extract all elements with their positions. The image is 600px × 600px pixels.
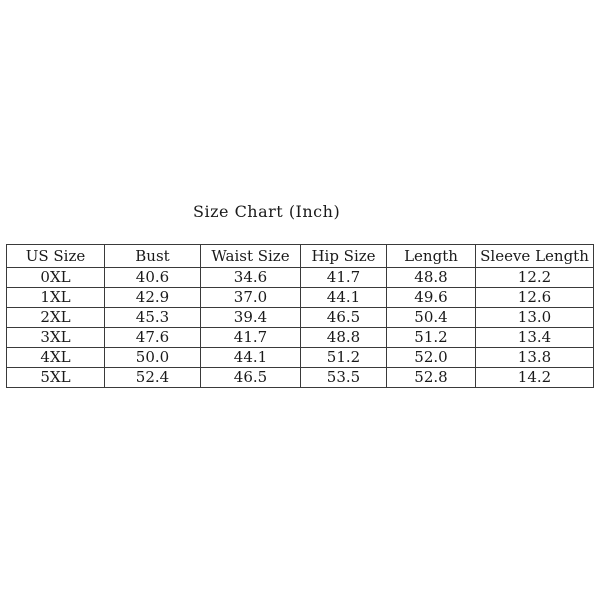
cell-length: 50.4 xyxy=(387,308,476,328)
cell-bust: 45.3 xyxy=(105,308,201,328)
cell-us-size: 5XL xyxy=(7,368,105,388)
cell-hip-size: 48.8 xyxy=(301,328,387,348)
cell-length: 49.6 xyxy=(387,288,476,308)
cell-bust: 42.9 xyxy=(105,288,201,308)
table-row xyxy=(7,348,594,368)
cell-waist-size: 37.0 xyxy=(201,288,301,308)
cell-length: 52.0 xyxy=(387,348,476,368)
cell-hip-size: 41.7 xyxy=(301,268,387,288)
cell-us-size: 4XL xyxy=(7,348,105,368)
header-sleeve-length: Sleeve Length xyxy=(476,245,594,268)
cell-waist-size: 41.7 xyxy=(201,328,301,348)
header-us-size: US Size xyxy=(7,245,105,268)
cell-us-size: 3XL xyxy=(7,328,105,348)
header-length: Length xyxy=(387,245,476,268)
cell-us-size: 1XL xyxy=(7,288,105,308)
cell-hip-size: 44.1 xyxy=(301,288,387,308)
cell-waist-size: 44.1 xyxy=(201,348,301,368)
cell-us-size: 0XL xyxy=(7,268,105,288)
cell-bust: 52.4 xyxy=(105,368,201,388)
cell-bust: 40.6 xyxy=(105,268,201,288)
size-chart-title: Size Chart (Inch) xyxy=(193,202,341,221)
cell-sleeve-length: 12.6 xyxy=(476,288,594,308)
header-hip-size: Hip Size xyxy=(301,245,387,268)
table-header-row xyxy=(7,245,594,268)
table-row xyxy=(7,308,594,328)
cell-sleeve-length: 13.4 xyxy=(476,328,594,348)
cell-waist-size: 46.5 xyxy=(201,368,301,388)
cell-hip-size: 53.5 xyxy=(301,368,387,388)
table-row xyxy=(7,288,594,308)
cell-hip-size: 46.5 xyxy=(301,308,387,328)
cell-bust: 47.6 xyxy=(105,328,201,348)
cell-hip-size: 51.2 xyxy=(301,348,387,368)
table-row xyxy=(7,268,594,288)
header-waist-size: Waist Size xyxy=(201,245,301,268)
cell-waist-size: 34.6 xyxy=(201,268,301,288)
table-row xyxy=(7,328,594,348)
cell-us-size: 2XL xyxy=(7,308,105,328)
size-chart-table xyxy=(6,244,594,388)
cell-length: 51.2 xyxy=(387,328,476,348)
cell-sleeve-length: 12.2 xyxy=(476,268,594,288)
cell-waist-size: 39.4 xyxy=(201,308,301,328)
cell-sleeve-length: 13.0 xyxy=(476,308,594,328)
table-row xyxy=(7,368,594,388)
cell-sleeve-length: 14.2 xyxy=(476,368,594,388)
cell-length: 52.8 xyxy=(387,368,476,388)
cell-sleeve-length: 13.8 xyxy=(476,348,594,368)
header-bust: Bust xyxy=(105,245,201,268)
cell-length: 48.8 xyxy=(387,268,476,288)
cell-bust: 50.0 xyxy=(105,348,201,368)
